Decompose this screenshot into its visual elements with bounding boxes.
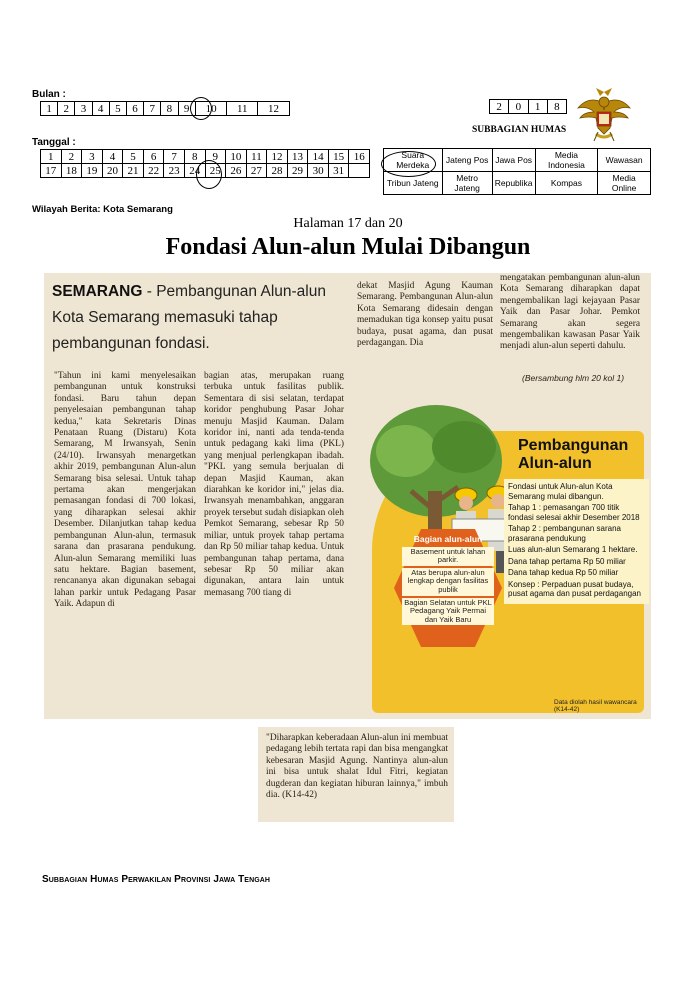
media2-cell: Tribun Jateng	[384, 172, 443, 195]
lead-text: - Pembangunan Alun-alun Kota Semarang memasuki tahap pembangunan fondasi.	[52, 283, 326, 352]
info-item: Dana tahap kedua Rp 50 miliar	[508, 568, 619, 577]
hexagon-item: Atas berupa alun-alun lengkap dengan fasilitas publik	[402, 568, 494, 596]
date1-cell: 13	[287, 150, 308, 164]
date1-cell: 4	[102, 150, 123, 164]
infographic-list	[504, 479, 649, 604]
subbagian-label: SUBBAGIAN HUMAS	[472, 125, 567, 135]
info-item: Luas alun-alun Semarang 1 hektare.	[508, 545, 638, 554]
month-selection-circle	[190, 97, 212, 120]
year-cell: 8	[547, 100, 566, 114]
article-column-3: dekat Masjid Agung Kauman Semarang. Pembangunan Alun-alun Kota Semarang didesain dengan memadukan tiga konsep yaitu pusat budaya, pusat agama, dan pusat perdagangan. Dia	[357, 281, 493, 349]
date1-cell: 12	[267, 150, 288, 164]
infographic-panel	[372, 431, 644, 713]
date2-cell: 22	[143, 164, 164, 178]
date2-cell: 18	[61, 164, 82, 178]
date2-cell: 27	[246, 164, 267, 178]
date1-cell: 9	[205, 150, 226, 164]
article-column-4: mengatakan pembangunan alun-alun Kota Semarang diharapkan dapat mengembalikan lagi kejayaan Pasar Yaik dan Pasar Johar. Pemkot Semarang akan segera mengembalikan kawasan Pasar Yaik menjadi alun-alun seperti dahulu.	[500, 273, 640, 352]
date1-cell: 15	[328, 150, 349, 164]
date2-cell: 29	[287, 164, 308, 178]
date1-cell: 10	[226, 150, 247, 164]
month-cell: 2	[58, 102, 75, 116]
date1-cell: 8	[184, 150, 205, 164]
footer-text: Subbagian Humas Perwakilan Provinsi Jawa Tengah	[42, 874, 271, 885]
year-cell: 0	[509, 100, 528, 114]
date1-cell: 5	[123, 150, 144, 164]
date1-cell: 1	[41, 150, 62, 164]
garuda-emblem-icon	[574, 86, 634, 144]
lead-kicker: SEMARANG	[52, 283, 143, 300]
date2-cell: 20	[102, 164, 123, 178]
date2-cell: 26	[226, 164, 247, 178]
infographic-title: Pembangunan Alun-alun	[518, 437, 629, 472]
date1-cell: 11	[246, 150, 267, 164]
date1-cell: 14	[308, 150, 329, 164]
month-cell: 6	[126, 102, 143, 116]
wilayah-label: Wilayah Berita: Kota Semarang	[32, 204, 173, 215]
date1-cell: 6	[143, 150, 164, 164]
date-selection-circle	[196, 160, 222, 189]
year-box	[489, 99, 567, 114]
date1-cell: 3	[82, 150, 103, 164]
month-cell: 7	[144, 102, 161, 116]
info-item: Tahap 2 : pembangunan sarana prasarana pendukung	[508, 524, 621, 543]
hexagon-item: Bagian Selatan untuk PKL Pedagang Yaik Permai dan Yaik Baru	[402, 598, 494, 626]
tanggal-label: Tanggal :	[32, 137, 76, 148]
media2-cell: Republika	[492, 172, 535, 195]
date2-cell: 23	[164, 164, 185, 178]
media1-cell: Media Indonesia	[535, 149, 598, 172]
continuation-clipping	[258, 727, 454, 822]
info-item: Konsep : Perpaduan pusat budaya, pusat agama dan pusat perdagangan	[508, 579, 641, 598]
page-number-text: Halaman 17 dan 20	[293, 216, 403, 231]
info-item: Fondasi untuk Alun-alun Kota Semarang mulai dibangun.	[508, 482, 613, 501]
year-cell: 2	[490, 100, 509, 114]
hexagon-title: Bagian alun-alun	[413, 534, 483, 544]
media2-cell: Media Online	[598, 172, 651, 195]
media2-cell: Kompas	[535, 172, 598, 195]
date1-cell: 7	[164, 150, 185, 164]
newspaper-clipping	[44, 273, 651, 719]
date2-cell: 30	[308, 164, 329, 178]
continuation-text: "Diharapkan keberadaan Alun-alun ini membuat pedagang lebih tertata rapi dan bisa mengangkat kebesaran Masjid Agung. Nantinya alun-alun ini bisa untuk shalat Idul Fitri, kegiatan dugderan dan kegiatan hiburan lainnya," imbuh dia. (K14-42)	[266, 733, 448, 801]
date2-cell	[349, 164, 370, 178]
month-grid	[40, 101, 290, 116]
media1-cell: Jawa Pos	[492, 149, 535, 172]
month-cell: 8	[161, 102, 178, 116]
month-cell: 12	[258, 102, 290, 116]
bulan-label: Bulan :	[32, 89, 66, 100]
month-cell: 3	[75, 102, 92, 116]
month-cell: 10	[195, 102, 227, 116]
year-cell: 1	[528, 100, 547, 114]
date1-cell: 2	[61, 150, 82, 164]
media2-cell: Metro Jateng	[442, 172, 492, 195]
month-cell: 11	[227, 102, 258, 116]
info-item: Dana tahap pertama Rp 50 miliar	[508, 556, 626, 566]
hexagon-content	[402, 535, 494, 627]
headline: Fondasi Alun-alun Mulai Dibangun	[165, 234, 531, 260]
date2-cell: 25	[205, 164, 226, 178]
month-cell: 5	[109, 102, 126, 116]
media1-cell: Suara Merdeka	[384, 149, 443, 172]
infographic-source: Data diolah hasil wawancara (K14-42)	[554, 699, 637, 713]
hexagon-item: Basement untuk lahan parkir.	[402, 547, 494, 566]
month-cell: 1	[41, 102, 58, 116]
date2-cell: 31	[328, 164, 349, 178]
month-cell: 4	[92, 102, 109, 116]
date2-cell: 28	[267, 164, 288, 178]
media1-cell: Jateng Pos	[442, 149, 492, 172]
date1-cell: 16	[349, 150, 370, 164]
media1-cell: Wawasan	[598, 149, 651, 172]
date2-cell: 17	[41, 164, 62, 178]
date2-cell: 21	[123, 164, 144, 178]
media-selection-circle	[381, 151, 436, 177]
info-item: Tahap 1 : pemasangan 700 titik fondasi selesai akhir Desember 2018	[508, 503, 640, 522]
article-column-1: "Tahun ini kami menyelesaikan pembangunan untuk konstruksi fondasi. Baru tahun depan penyelesaian pembangunan tahap kedua," kata Sekretaris Dinas Penataan Ruang (Distaru) Kota Semarang, M Irwansyah, Senin (24/10). Irwansyah menargetkan akhir 2019, pembangunan Alun-alun Semarang bisa selesai. Untuk tahap pertama akan mengerjakan pemasangan fondasi di 700 lokasi, yang diharapkan selesai akhir Desember. Dilanjutkan tahap kedua pembangunan Alun-alun, termasuk sarana dan prasarana pendukung. Alun-alun Semarang memiliki luas satu hektare. Bagian basement, rencananya akan digunakan sebagai lahan parkir untuk Pedagang Pasar Yaik. Adapun di	[54, 371, 196, 610]
month-cell: 9	[178, 102, 195, 116]
date2-cell: 24	[184, 164, 205, 178]
article-column-2: bagian atas, merupakan ruang terbuka untuk fasilitas publik. Sementara di sisi selatan, terdapat koridor penghubung Pasar Johar menuju Masjid Kauman. Dalam koridor ini, nanti ada tenda-tenda untuk pedagang kaki lima (PKL) yang menjual perlengkapan ibadah. "PKL yang semula berjualan di depan Masjid Kauman, akan diarahkan ke koridor ini," jelas dia. Irwansyah menambahkan, anggaran proyek tersebut sudah disiapkan oleh Pemkot Semarang, sebesar Rp 50 miliar, untuk proyek tahap pertama dan Rp 50 miliar tahap kedua. Untuk pembangunan tahap pertama, dana sebesar Rp 50 miliar akan digunakan, antara lain untuk memasang 700 tiang di	[204, 371, 344, 598]
date2-cell: 19	[82, 164, 103, 178]
continued-note: (Bersambung hlm 20 kol 1)	[522, 373, 625, 383]
lead-paragraph	[52, 279, 342, 357]
